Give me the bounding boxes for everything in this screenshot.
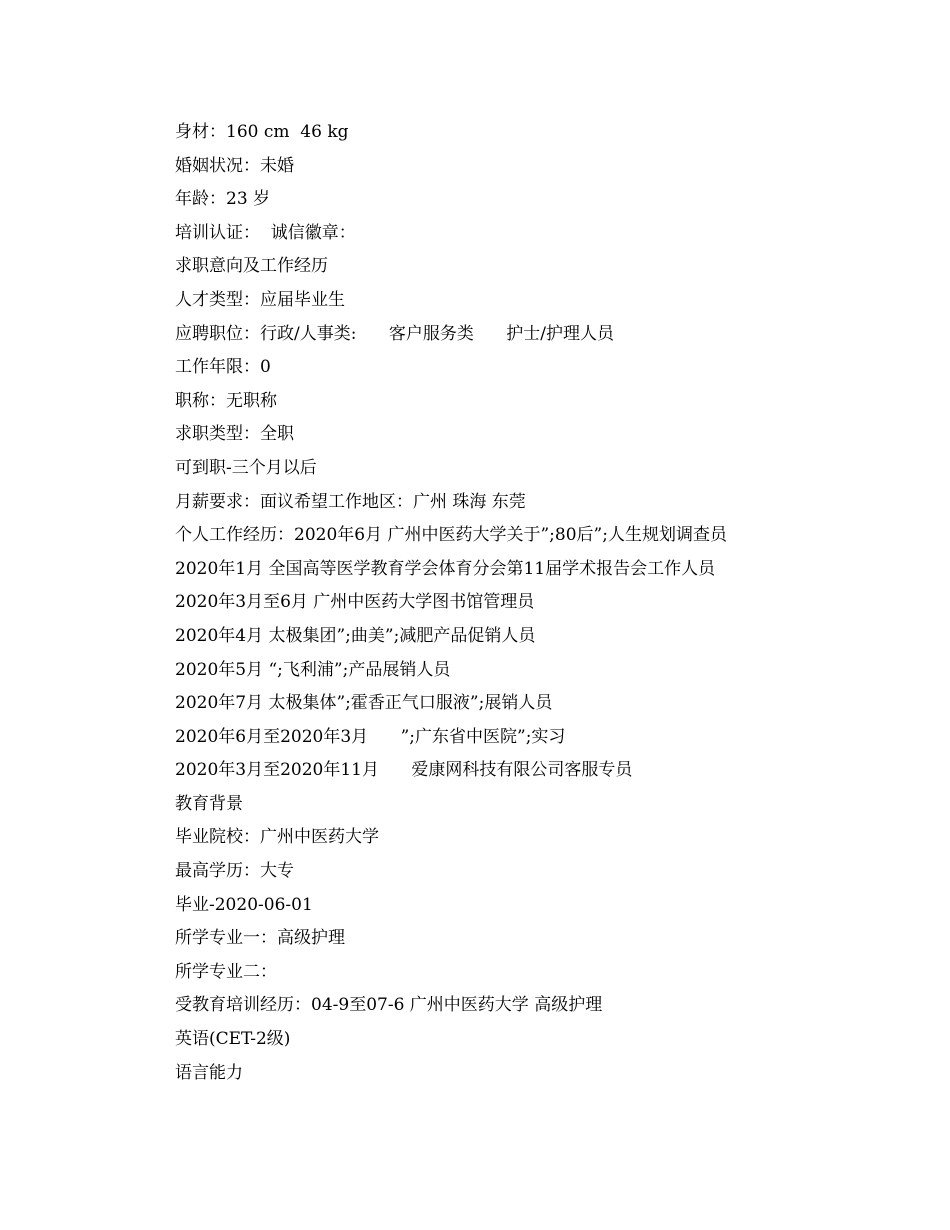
text-line-title: 职称：无职称 [175, 390, 277, 411]
text-line-applied-position: 应聘职位：行政/人事类: 客户服务类 护士/护理人员 [175, 323, 615, 344]
text-line-talent-type: 人才类型：应届毕业生 [175, 289, 345, 310]
text-line-major-1: 所学专业一：高级护理 [175, 928, 345, 949]
section-heading-education: 教育背景 [175, 793, 243, 814]
text-line-work-years: 工作年限：0 [175, 357, 271, 378]
text-line-work-history-2: 2020年1月 全国高等医学教育学会体育分会第11届学术报告会工作人员 [175, 558, 716, 579]
text-line-height-weight: 身材：160 cm 46 kg [175, 122, 349, 142]
text-line-degree: 最高学历：大专 [175, 861, 294, 882]
text-line-work-history-5: 2020年5月 “;飞利浦”;产品展销人员 [175, 659, 451, 680]
text-line-certification: 培训认证： 诚信徽章： [175, 222, 356, 243]
text-line-salary-location: 月薪要求：面议希望工作地区：广州 珠海 东莞 [175, 491, 526, 512]
text-line-age: 年龄：23 岁 [175, 189, 271, 210]
text-line-work-history-4: 2020年4月 太极集团”;曲美”;减肥产品促销人员 [175, 625, 536, 646]
section-heading-job-intent: 求职意向及工作经历 [175, 256, 328, 277]
text-line-major-2: 所学专业二： [175, 961, 277, 982]
text-line-marital-status: 婚姻状况：未婚 [175, 155, 294, 176]
text-line-availability: 可到职-三个月以后 [175, 457, 317, 478]
resume-content [175, 116, 875, 1090]
text-line-work-history-1: 个人工作经历：2020年6月 广州中医药大学关于”;80后”;人生规划调查员 [175, 525, 727, 546]
text-line-school: 毕业院校：广州中医药大学 [175, 827, 379, 848]
text-line-work-history-8: 2020年3月至2020年11月 爱康网科技有限公司客服专员 [175, 760, 633, 781]
text-line-job-type: 求职类型：全职 [175, 424, 294, 445]
text-line-english-level: 英语(CET-2级) [175, 1029, 291, 1050]
text-line-graduation-date: 毕业-2020-06-01 [175, 894, 313, 915]
text-line-work-history-3: 2020年3月至6月 广州中医药大学图书馆管理员 [175, 592, 535, 613]
text-line-work-history-6: 2020年7月 太极集体”;霍香正气口服液”;展销人员 [175, 693, 553, 714]
text-line-training-history: 受教育培训经历：04-9至07-6 广州中医药大学 高级护理 [175, 995, 603, 1016]
text-line-work-history-7: 2020年6月至2020年3月 ”;广东省中医院”;实习 [175, 726, 566, 747]
section-heading-language: 语言能力 [175, 1062, 243, 1083]
